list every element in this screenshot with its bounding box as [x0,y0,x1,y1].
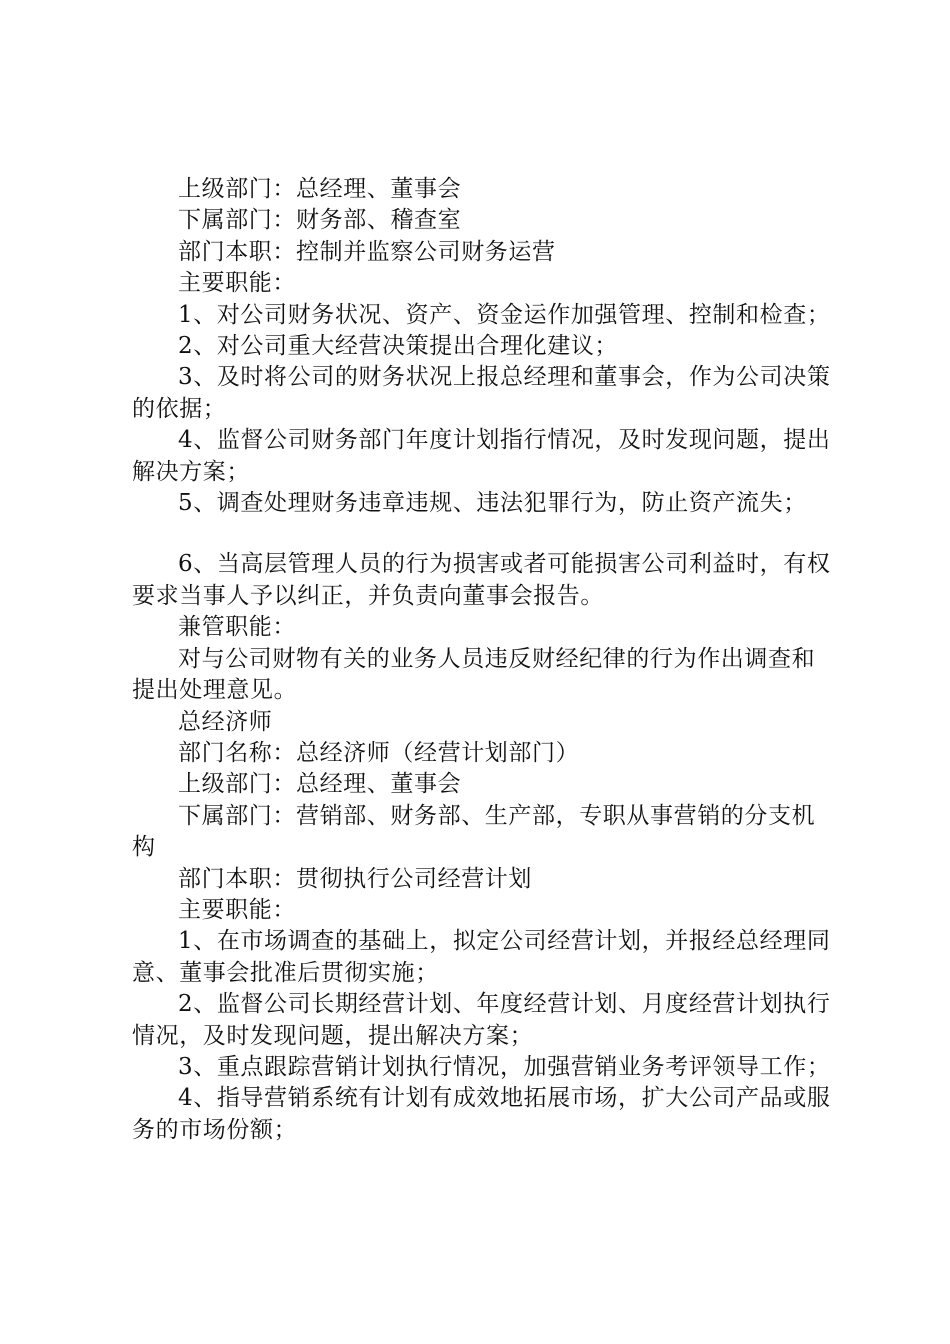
paragraph-economist-function-4: 4、指导营销系统有计划有成效地拓展市场，扩大公司产品或服务的市场份额； [132,1085,831,1143]
paragraph-subordinate-dept-1: 下属部门：财务部、稽查室 [178,207,462,234]
paragraph-main-functions-heading-2: 主要职能： [178,896,296,923]
paragraph-economist-function-3: 3、重点跟踪营销计划执行情况，加强营销业务考评领导工作； [178,1053,831,1080]
paragraph-concurrent-function: 对与公司财物有关的业务人员违反财经纪律的行为作出调查和提出处理意见。 [132,645,816,704]
paragraph-dept-duty-2: 部门本职：贯彻执行公司经营计划 [178,865,532,892]
paragraph-economist-function-1: 1、在市场调查的基础上，拟定公司经营计划，并报经总经理同意、董事会批准后贯彻实施； [132,928,831,986]
paragraph-superior-dept-2: 上级部门：总经理、董事会 [178,771,462,798]
paragraph-function-4: 4、监督公司财务部门年度计划指行情况，及时发现问题，提出解决方案； [132,427,831,485]
paragraph-main-functions-heading-1: 主要职能： [178,270,296,297]
section-heading-chief-economist: 总经济师 [178,708,273,735]
paragraph-economist-function-2: 2、监督公司长期经营计划、年度经营计划、月度经营计划执行情况，及时发现问题，提出解决方案； [132,991,831,1049]
paragraph-concurrent-functions-heading: 兼管职能： [178,614,296,641]
paragraph-subordinate-dept-2: 下属部门：营销部、财务部、生产部，专职从事营销的分支机构 [132,802,816,861]
paragraph-dept-name: 部门名称：总经济师（经营计划部门） [178,739,580,766]
paragraph-function-5: 5、调查处理财务违章违规、违法犯罪行为，防止资产流失； [178,490,807,517]
paragraph-function-1: 1、对公司财务状况、资产、资金运作加强管理、控制和检查； [178,301,831,328]
paragraph-function-2: 2、对公司重大经营决策提出合理化建议； [178,333,619,360]
paragraph-function-6: 6、当高层管理人员的行为损害或者可能损害公司利益时，有权要求当事人予以纠正，并负责向董事会报告。 [132,551,831,609]
paragraph-function-3: 3、及时将公司的财务状况上报总经理和董事会，作为公司决策的依据； [132,364,831,422]
paragraph-superior-dept-1: 上级部门：总经理、董事会 [178,176,462,202]
paragraph-dept-duty-1: 部门本职：控制并监察公司财务运营 [178,238,556,265]
document-body [132,174,834,1146]
